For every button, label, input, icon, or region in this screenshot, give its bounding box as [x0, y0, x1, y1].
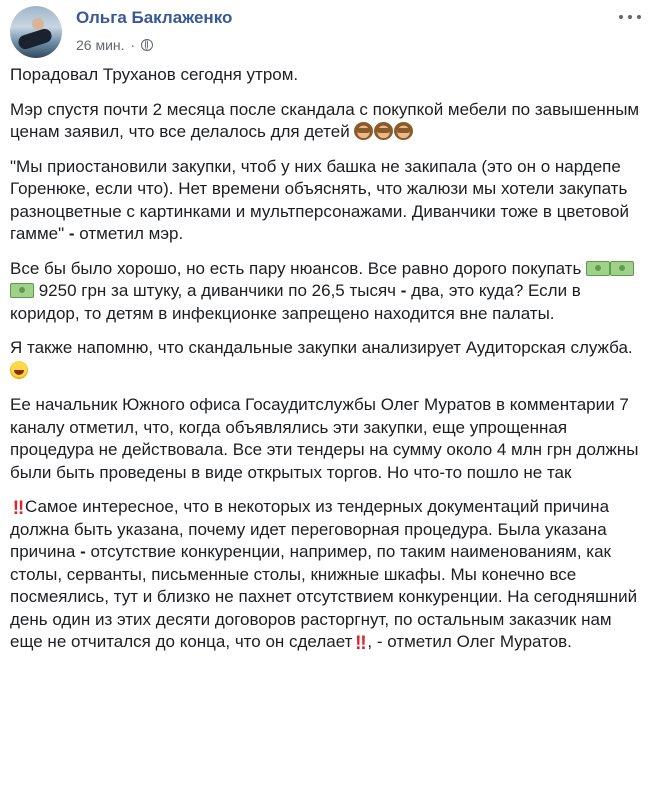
paragraph-tail: отметил мэр.: [74, 224, 184, 243]
paragraph-6: [10, 394, 646, 484]
paragraph-text: Порадовал Труханов сегодня утром.: [10, 65, 299, 84]
more-dot: [628, 15, 632, 19]
see-no-evil-monkey-icon: [354, 122, 373, 140]
post-header: [10, 6, 643, 56]
paragraph-mid: 9250 грн за штуку, а диванчики по 26,5 тысяч: [34, 281, 401, 300]
paragraph-3: [10, 156, 646, 246]
paragraph-tail: два, это куда? Если в коридор, то детям в инфекционке запрещено находится вне палаты.: [10, 281, 581, 323]
money-icon: [586, 261, 610, 276]
author-name[interactable]: Ольга Баклаженко: [76, 8, 233, 27]
more-options-icon[interactable]: [619, 10, 641, 24]
paragraph-4: [10, 258, 646, 326]
globe-icon[interactable]: [141, 39, 153, 51]
money-icon: [610, 261, 634, 276]
double-exclamation-icon: ‼: [355, 633, 364, 654]
more-dot: [637, 15, 641, 19]
more-dot: [619, 15, 623, 19]
paragraph-5: [10, 337, 646, 382]
see-no-evil-monkey-icon: [374, 122, 393, 140]
post-meta: [76, 36, 153, 54]
paragraph-7: [10, 496, 646, 654]
post-body: [10, 64, 646, 666]
paragraph-text: Мэр спустя почти 2 месяца после скандала с покупкой мебели по завышенным ценам заявил, что все делалось для детей: [10, 99, 640, 141]
author-avatar[interactable]: [10, 6, 62, 58]
avatar-head: [32, 18, 44, 30]
paragraph-mid: отсутствие конкуренции, например, по таким наименованиям, как столы, серванты, письменные столы, книжные шкафы. Мы конечно все посмеялись, тут и близко не пахнет отсутствием конкуренции. На сегодняшний день один из этих десяти договоров расторгнут, по остальным заказчик нам еще не отчитался до конца, что он сделает: [10, 542, 638, 651]
bold-dash: -: [68, 224, 75, 243]
paragraph-1: [10, 64, 646, 87]
paragraph-text: "Мы приостановили закупки, чтоб у них башка не закипала (это он о нардепе Горенюке, если что). Нет времени объяснять, что жалюзи мы хотели закупать разноцветные с картинками и мультперсонажами. Диванчики тоже в цветовой гамме": [10, 156, 629, 243]
paragraph-text: Ее начальник Южного офиса Госаудитслужбы Олег Муратов в комментарии 7 каналу отметил, что, когда объявлялись эти закупки, еще упрощенная процедура не действовала. Все эти тендеры на сумму около 4 млн грн должны были быть проведены в виде открытых торгов. Но что-то пошло не так: [10, 395, 639, 482]
paragraph-tail: , - отметил Олег Муратов.: [367, 632, 572, 651]
paragraph-2: [10, 99, 646, 144]
avatar-figure: [17, 27, 54, 51]
post-timestamp[interactable]: 26 мин.: [76, 37, 125, 53]
double-exclamation-icon: ‼: [12, 498, 22, 519]
bold-dash: -: [80, 542, 86, 561]
money-icon: [10, 283, 34, 298]
laughing-face-icon: [10, 361, 28, 379]
bold-dash: -: [400, 281, 407, 300]
paragraph-text: Я также напомню, что скандальные закупки анализирует Аудиторская служба.: [10, 338, 633, 357]
see-no-evil-monkey-icon: [394, 122, 413, 140]
meta-separator: ·: [130, 37, 136, 53]
paragraph-text: Самое интересное, что в некоторых из тендерных документаций причина должна быть указана, почему идет переговорная процедура. Была указана причина: [10, 497, 610, 561]
paragraph-text: Все бы было хорошо, но есть пару нюансов. Все равно дорого покупать: [10, 258, 587, 278]
